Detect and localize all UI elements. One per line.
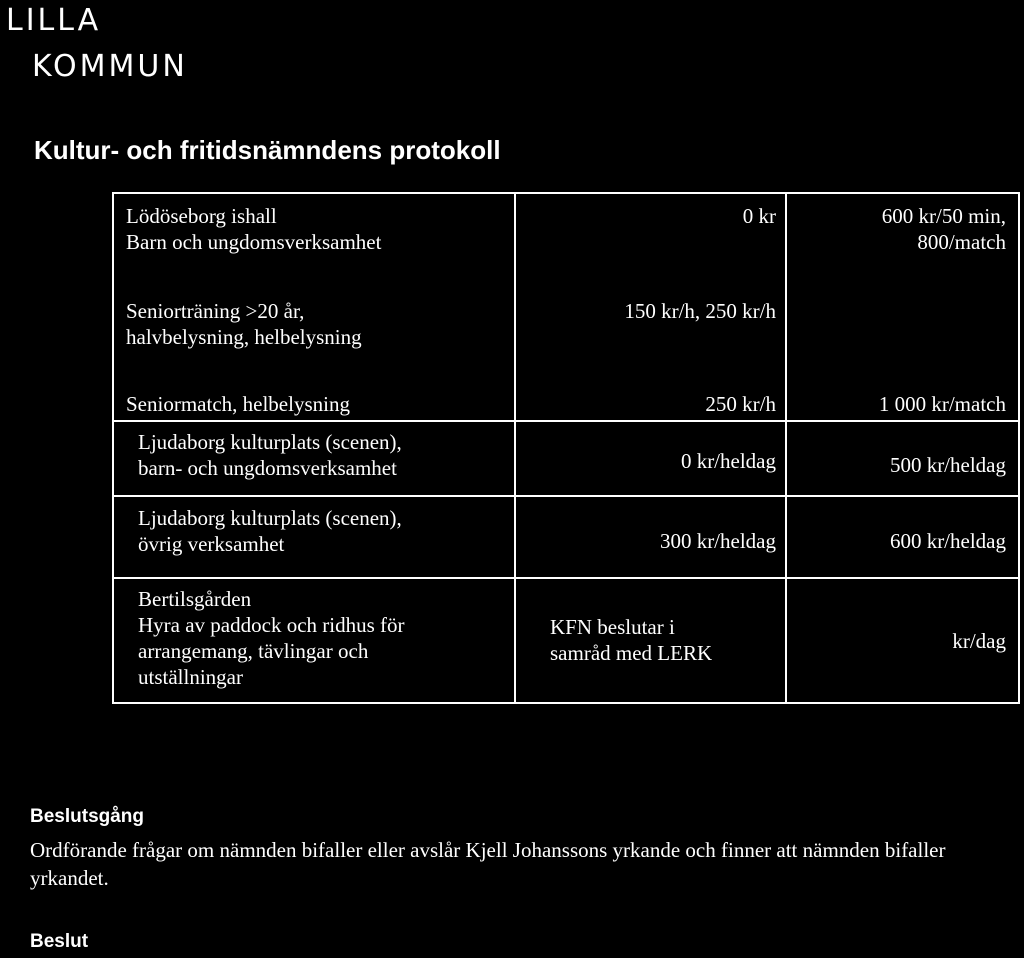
fee-line: 500 kr/heldag bbox=[889, 453, 1006, 477]
fee-line: 0 kr bbox=[742, 204, 776, 228]
fee-table bbox=[112, 192, 1020, 704]
row-label bbox=[126, 203, 381, 255]
column-divider bbox=[514, 194, 516, 702]
row-label-line: Ljudaborg kulturplats (scenen), bbox=[138, 430, 402, 454]
fee-line: 800/match bbox=[917, 230, 1006, 254]
fee-line: 0 kr/heldag bbox=[680, 449, 776, 473]
row-label-line: övrig verksamhet bbox=[138, 532, 285, 556]
row-label bbox=[126, 298, 362, 350]
fee-line: 600 kr/50 min, bbox=[881, 204, 1006, 228]
row-label-line: Ljudaborg kulturplats (scenen), bbox=[138, 506, 402, 530]
row-divider bbox=[114, 420, 1018, 422]
row-label-line: Seniormatch, helbelysning bbox=[126, 392, 350, 416]
fee-cell bbox=[879, 391, 1006, 417]
row-label bbox=[138, 586, 405, 690]
row-label-line: halvbelysning, helbelysning bbox=[126, 325, 362, 349]
row-divider bbox=[114, 577, 1018, 579]
row-label-line: Seniorträning >20 år, bbox=[126, 299, 305, 323]
fee-line: 600 kr/heldag bbox=[889, 529, 1006, 553]
fee-cell bbox=[882, 203, 1006, 255]
logo-line-2: KOMMUN bbox=[32, 49, 188, 84]
fee-cell bbox=[681, 448, 776, 474]
fee-cell bbox=[660, 528, 776, 554]
row-label bbox=[126, 391, 350, 417]
column-divider bbox=[785, 194, 787, 702]
row-label-line: Barn och ungdomsverksamhet bbox=[126, 230, 382, 254]
fee-cell bbox=[705, 391, 776, 417]
fee-line: KFN beslutar i bbox=[550, 615, 675, 639]
fee-cell bbox=[624, 298, 776, 324]
fee-line: 250 kr/h bbox=[705, 392, 776, 416]
row-label-line: barn- och ungdomsverksamhet bbox=[138, 456, 397, 480]
section-heading-beslut: Beslut bbox=[30, 931, 89, 952]
fee-line: 150 kr/h, 250 kr/h bbox=[624, 299, 776, 323]
section-heading-beslutsgang: Beslutsgång bbox=[30, 806, 145, 827]
row-label-line: Lödöseborg ishall bbox=[126, 204, 277, 228]
row-divider bbox=[114, 495, 1018, 497]
fee-cell bbox=[952, 628, 1006, 654]
logo-line-1: LILLA bbox=[6, 3, 102, 38]
page-title: Kultur- och fritidsnämndens protokoll bbox=[34, 135, 501, 165]
fee-cell bbox=[550, 614, 712, 666]
row-label-line: Bertilsgården bbox=[138, 587, 252, 611]
beslutsgang-paragraph: Ordförande frågar om nämnden bifaller eller avslår Kjell Johanssons yrkande och finner att nämnden bifaller yrkandet. bbox=[30, 838, 946, 890]
row-label bbox=[138, 429, 402, 481]
fee-cell bbox=[890, 452, 1006, 478]
fee-line: 1 000 kr/match bbox=[878, 392, 1006, 416]
row-label-line: arrangemang, tävlingar och bbox=[138, 639, 369, 663]
row-label-line: utställningar bbox=[138, 665, 243, 689]
row-label bbox=[138, 505, 402, 557]
fee-line: samråd med LERK bbox=[550, 641, 713, 665]
fee-line: kr/dag bbox=[952, 629, 1006, 653]
fee-cell bbox=[743, 203, 776, 229]
row-label-line: Hyra av paddock och ridhus för bbox=[138, 613, 405, 637]
fee-cell bbox=[890, 528, 1006, 554]
fee-line: 300 kr/heldag bbox=[659, 529, 776, 553]
